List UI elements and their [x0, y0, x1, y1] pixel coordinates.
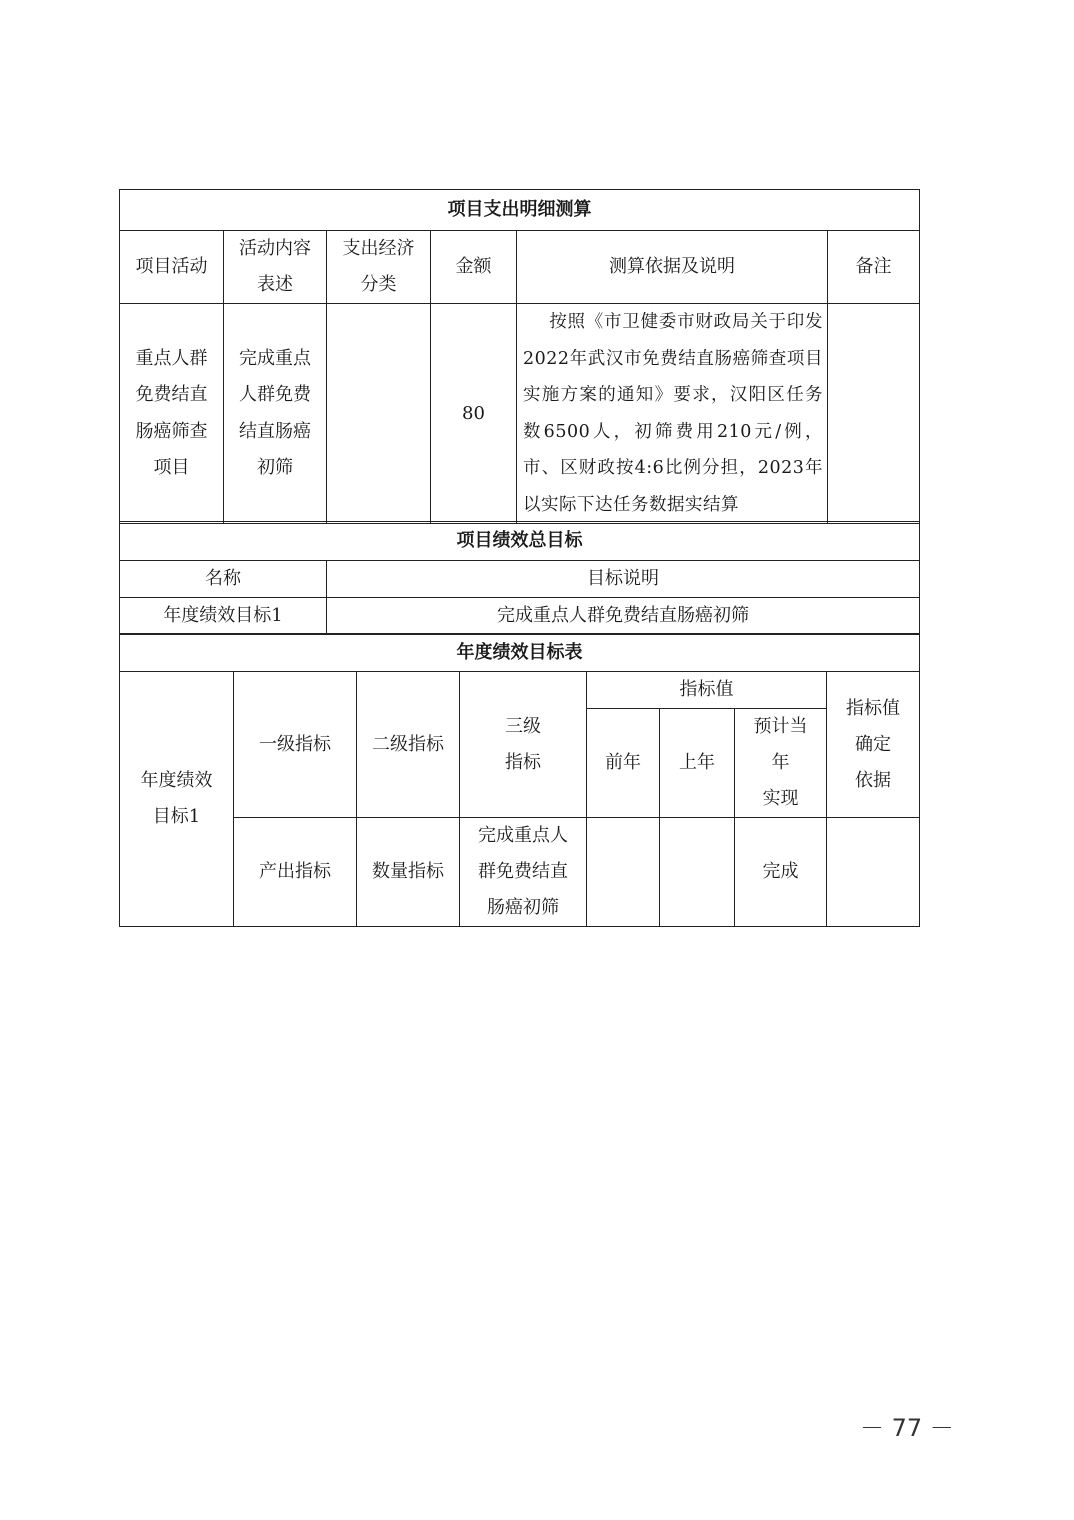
cell-activity	[120, 304, 224, 524]
header-category-line: 支出经济	[342, 238, 415, 259]
page-number: － 77 －	[860, 1414, 954, 1442]
cell-amount: 80	[431, 304, 517, 524]
row-level3-line: 群免费结直	[478, 861, 568, 882]
activity-line: 项目	[153, 457, 190, 478]
annual-goal-table	[119, 633, 920, 927]
header-goal-desc: 目标说明	[327, 561, 920, 598]
annual-goal-title: 年度绩效目标表	[120, 634, 920, 672]
basis-line: 指标值	[846, 697, 900, 719]
header-basis	[827, 672, 920, 818]
row-level1: 产出指标	[234, 818, 357, 927]
annual-goal-label	[120, 672, 234, 927]
header-category	[327, 231, 431, 304]
row-basis	[827, 818, 920, 927]
content-line: 人群免费	[239, 384, 311, 405]
level3-line: 三级	[505, 715, 541, 737]
header-content-line: 活动内容	[239, 238, 311, 259]
row-level3	[460, 818, 587, 927]
activity-line: 重点人群	[135, 347, 208, 369]
expected-line: 预计当	[753, 716, 808, 737]
header-basis: 测算依据及说明	[517, 231, 828, 304]
cell-content	[224, 304, 327, 524]
cell-basis	[517, 304, 828, 524]
header-remark: 备注	[828, 231, 920, 304]
overall-goal-table	[119, 521, 920, 635]
header-level2: 二级指标	[357, 672, 460, 818]
header-last-year: 上年	[660, 709, 735, 818]
basis-line: 依据	[855, 769, 891, 791]
goal-name: 年度绩效目标1	[120, 598, 327, 635]
header-amount: 金额	[431, 231, 517, 304]
header-activity: 项目活动	[120, 231, 224, 304]
header-prev-year: 前年	[587, 709, 660, 818]
header-level3	[460, 672, 587, 818]
content-line: 完成重点	[239, 347, 311, 369]
row-level2: 数量指标	[357, 818, 460, 927]
header-indicator-value: 指标值	[587, 672, 827, 709]
cell-remark	[828, 304, 920, 524]
expected-line: 实现	[762, 788, 799, 809]
expense-detail-table	[119, 189, 920, 524]
row-level3-line: 完成重点人	[478, 825, 568, 846]
header-expected	[735, 709, 827, 818]
expected-line: 年	[771, 752, 790, 773]
header-content	[224, 231, 327, 304]
header-level1: 一级指标	[234, 672, 357, 818]
level3-line: 指标	[505, 751, 541, 773]
row-last-year	[660, 818, 735, 927]
basis-text: 按照《市卫健委市财政局关于印发2022年武汉市免费结直肠癌筛查项目实施方案的通知》要求，汉阳区任务数6500人，初筛费用210元/例，市、区财政按4:6比例分担，2023年以实际下达任务数据实结算	[523, 312, 823, 515]
header-category-line: 分类	[360, 274, 397, 295]
header-name: 名称	[120, 561, 327, 598]
content-line: 结直肠癌	[239, 420, 311, 442]
activity-line: 肠癌筛查	[135, 420, 208, 442]
row-prev-year	[587, 818, 660, 927]
row-level3-line: 肠癌初筛	[487, 897, 559, 918]
goal-desc: 完成重点人群免费结直肠癌初筛	[327, 598, 920, 635]
annual-goal-line: 年度绩效	[140, 770, 213, 791]
annual-goal-line: 目标1	[152, 806, 201, 827]
content-line: 初筛	[257, 457, 293, 478]
overall-goal-title: 项目绩效总目标	[120, 522, 920, 561]
activity-line: 免费结直	[135, 384, 208, 405]
cell-category	[327, 304, 431, 524]
expense-detail-title: 项目支出明细测算	[120, 190, 920, 231]
basis-line: 确定	[855, 733, 891, 755]
row-expected: 完成	[735, 818, 827, 927]
header-content-line: 表述	[257, 274, 293, 295]
